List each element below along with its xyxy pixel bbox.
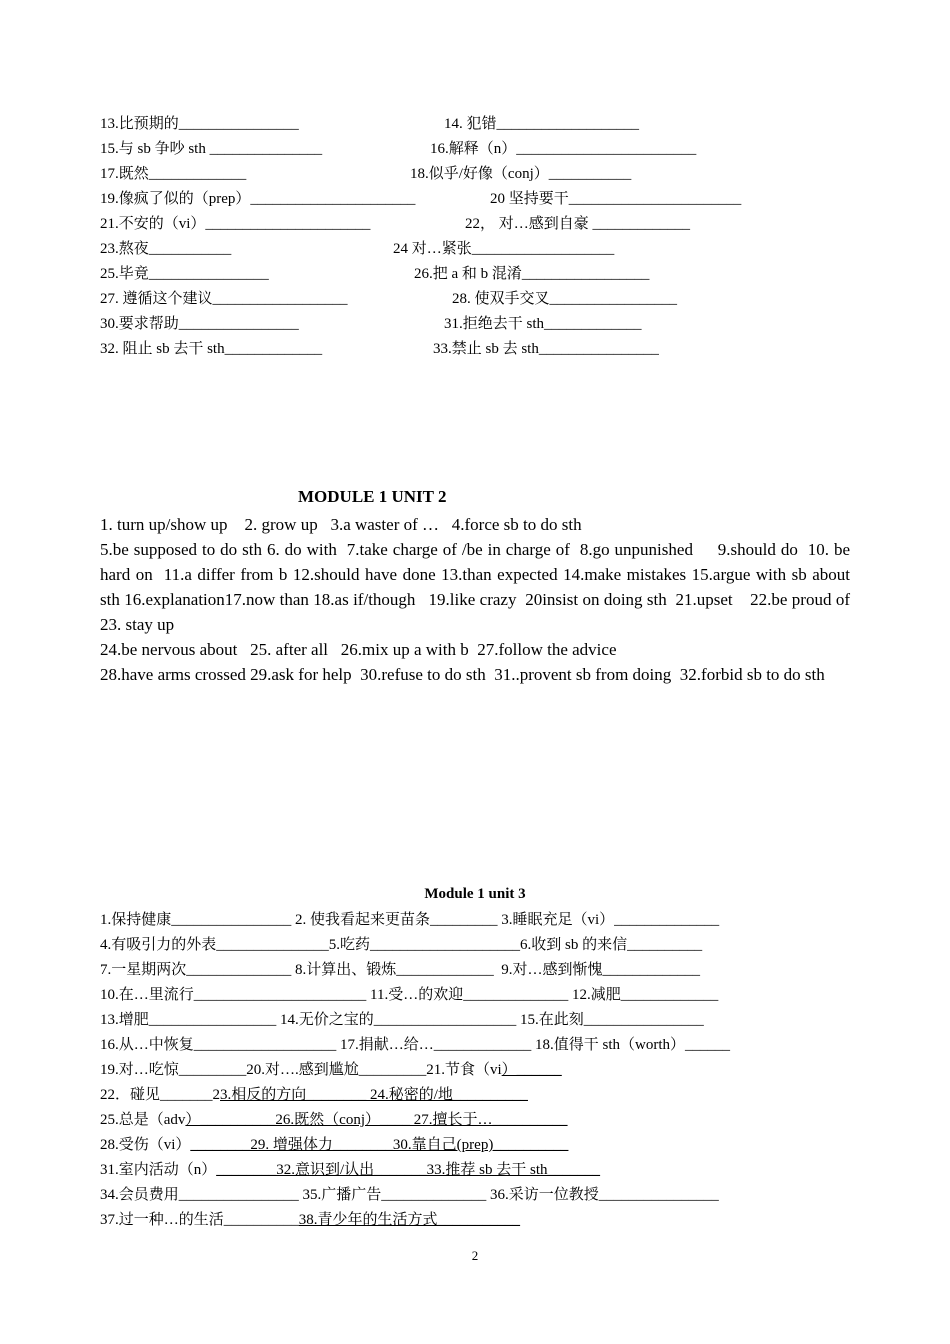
vocab-item: 20 坚持要干_______________________ (490, 191, 742, 207)
unit3-vocab-line (100, 1035, 730, 1055)
answer-line: 5.be supposed to do sth 6. do with 7.take charge of /be in charge of 8.go unpunished 9.should do 10. be hard on 11.a differ from b 12.should have done 13.than expected 14.make mistakes 15.argue with sb about sth 16.explanation17.now than 18.as if/though 19.like crazy 20insist on doing sth 21.upset 22.be proud of 23. stay up (100, 540, 867, 634)
unit3-vocab-line (100, 1185, 719, 1205)
vocab-item: 22， 对…感到自豪 _____________ (465, 216, 691, 232)
vocab-segment: 16.从…中恢复___________________ 17.捐献…给…_____________ 18.值得干 sth（worth）______ (100, 1037, 731, 1053)
vocab-segment: 7.一星期两次______________ 8.计算出、锻炼_____________ 9.对…感到惭愧_____________ (100, 962, 701, 978)
vocab-segment: 31.室内活动（n） (100, 1162, 217, 1178)
unit3-vocab-line (100, 985, 718, 1005)
unit3-vocab-line (100, 1060, 562, 1080)
vocab-item: 27. 遵循这个建议__________________ (100, 291, 348, 307)
vocab-segment: 37.过一种…的生活__________ (100, 1212, 299, 1228)
unit3-title: Module 1 unit 3 (424, 886, 526, 902)
vocab-item: 16.解释（n）________________________ (430, 141, 697, 157)
vocab-segment: 28.受伤（vi） (100, 1137, 191, 1153)
vocab-segment: 4.有吸引力的外表_______________5.吃药____________________6.收到 sb 的来信__________ (100, 937, 703, 953)
vocab-segment: 34.会员费用________________ 35.广播广告______________ 36.采访一位教授________________ (100, 1187, 719, 1203)
vocab-item: 15.与 sb 争吵 sth _______________ (100, 141, 323, 157)
vocab-item: 23.熬夜___________ (100, 241, 232, 257)
vocab-segment: 3.相反的方向________ 24.秘密的/地__________ (220, 1087, 528, 1103)
vocab-segment: ）__________26.既然（conj）____ 27.擅长于…__________ (185, 1112, 568, 1128)
page-number: 2 (471, 1248, 479, 1263)
unit3-vocab-line (100, 935, 702, 955)
unit3-vocab-line (100, 1135, 568, 1155)
vocab-segment: 25.总是（adv (100, 1112, 186, 1128)
unit3-vocab-line (100, 1085, 528, 1105)
answer-line: 28.have arms crossed 29.ask for help 30.refuse to do sth 31..provent sb from doing 32.forbid sb to do sth (100, 665, 825, 684)
vocab-item: 25.毕竟________________ (100, 266, 269, 282)
vocab-item: 26.把 a 和 b 混淆_________________ (414, 266, 650, 282)
vocab-segment: 38.青少年的生活方式___________ (298, 1212, 521, 1228)
vocab-item: 14. 犯错___________________ (444, 116, 640, 132)
vocab-segment: ________29. 增强体力________30.靠自己(prep)__________ (190, 1137, 569, 1153)
vocab-item: 28. 使双手交叉_________________ (452, 291, 678, 307)
vocab-item: 24 对…紧张___________________ (393, 241, 615, 257)
vocab-item: 33.禁止 sb 去 sth________________ (433, 341, 659, 357)
vocab-segment: ）______ (501, 1062, 562, 1078)
vocab-segment: 13.增肥_________________ 14.无价之宝的___________________ 15.在此刻________________ (100, 1012, 704, 1028)
vocab-segment: 22．碰见_______2 (100, 1087, 221, 1103)
vocab-item: 18.似乎/好像（conj）___________ (410, 166, 632, 182)
vocab-item: 30.要求帮助________________ (100, 316, 299, 332)
unit3-vocab-line (100, 910, 719, 930)
answer-line: 1. turn up/show up 2. grow up 3.a waster of … 4.force sb to do sth (100, 515, 582, 534)
unit3-vocab-line (100, 1110, 568, 1130)
vocab-item: 32. 阻止 sb 去干 sth_____________ (100, 341, 323, 357)
vocab-segment: 19.对…吃惊_________20.对….感到尴尬_________21.节食（vi (100, 1062, 502, 1078)
vocab-item: 17.既然_____________ (100, 166, 247, 182)
vocab-segment: 1.保持健康________________ 2. 使我看起来更苗条_________ 3.睡眠充足（vi）______________ (100, 912, 720, 928)
unit3-vocab-line (100, 1160, 600, 1180)
answer-line: 24.be nervous about 25. after all 26.mix up a with b 27.follow the advice (100, 640, 617, 659)
vocab-item: 19.像疯了似的（prep）______________________ (100, 191, 416, 207)
unit2-title: MODULE 1 UNIT 2 (298, 487, 447, 506)
vocab-segment: ________32.意识到/认出_______33.推荐 sb 去干 sth_______ (216, 1162, 601, 1178)
vocab-item: 21.不安的（vi）______________________ (100, 216, 371, 232)
unit3-vocab-line (100, 1010, 704, 1030)
unit3-vocab-line (100, 960, 700, 980)
vocab-item: 13.比预期的________________ (100, 116, 299, 132)
unit3-vocab-line (100, 1210, 520, 1230)
unit2-answer-text (100, 512, 867, 687)
vocab-segment: 10.在…里流行_______________________ 11.受…的欢迎______________ 12.减肥_____________ (100, 987, 719, 1003)
vocab-item: 31.拒绝去干 sth_____________ (444, 316, 642, 332)
unit2-answers (100, 512, 867, 687)
